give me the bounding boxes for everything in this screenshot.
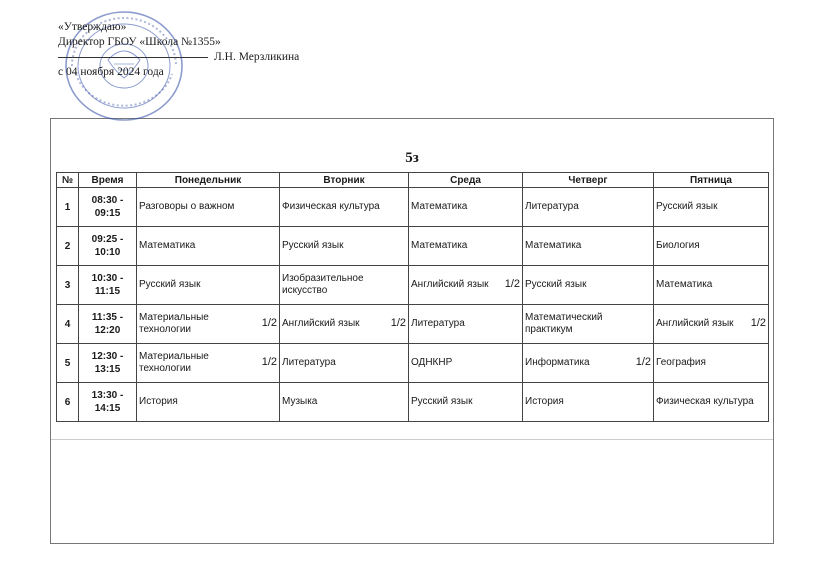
approval-title: «Утверждаю» [58,21,127,33]
table-row [57,383,769,422]
table-row [57,188,769,227]
subject-name: Русский язык [656,201,718,212]
subject-wrapper [656,279,766,291]
approval-position: Директор ГБОУ «Школа №1355» [58,36,221,48]
group-split-fraction: 1/2 [504,277,520,290]
subject-name: Литература [525,201,579,212]
subject-name: Русский язык [282,240,344,251]
lesson-cell [137,344,280,383]
group-split-fraction: 1/2 [261,355,277,368]
subject-wrapper [656,240,766,252]
subject-wrapper [656,201,766,213]
lesson-cell [654,188,769,227]
subject-wrapper [411,279,520,291]
lesson-cell [280,227,409,266]
subject-name: Изобразительное искусство [282,273,364,296]
column-header: Понедельник [137,173,280,188]
subject-wrapper [525,396,651,408]
subject-wrapper [139,279,277,291]
lesson-cell [280,188,409,227]
subject-wrapper [139,240,277,252]
subject-wrapper [525,240,651,252]
subject-wrapper [139,201,277,213]
subject-wrapper [411,396,520,408]
subject-wrapper [525,201,651,213]
lesson-cell [137,227,280,266]
lesson-cell [137,266,280,305]
subject-wrapper [282,357,406,369]
subject-wrapper [139,396,277,408]
lesson-cell [280,266,409,305]
lesson-number: 2 [57,227,79,266]
subject-name: Литература [282,357,336,368]
frame-divider [51,439,773,440]
lesson-number: 4 [57,305,79,344]
subject-name: Математика [656,279,713,290]
subject-name: Русский язык [525,279,587,290]
lesson-number: 5 [57,344,79,383]
subject-wrapper [139,312,277,336]
lesson-cell [523,305,654,344]
lesson-cell [280,383,409,422]
subject-name: Биология [656,240,700,251]
lesson-time: 11:35 - 12:20 [79,305,137,344]
lesson-cell [280,305,409,344]
subject-name: История [139,396,178,407]
lesson-number: 3 [57,266,79,305]
lesson-cell [654,227,769,266]
group-split-fraction: 1/2 [261,316,277,329]
lesson-cell [409,344,523,383]
subject-wrapper [282,240,406,252]
subject-name: Английский язык [411,279,489,290]
lesson-cell [409,227,523,266]
subject-name: Английский язык [282,318,360,329]
subject-wrapper [656,396,766,408]
subject-name: География [656,357,706,368]
column-header: Среда [409,173,523,188]
column-header: Вторник [280,173,409,188]
signature-underline [58,57,208,58]
class-title: 5з [405,150,419,166]
subject-wrapper [656,357,766,369]
approval-date: с 04 ноября 2024 года [58,66,164,78]
table-body [57,188,769,422]
lesson-cell [409,383,523,422]
subject-wrapper [282,318,406,330]
subject-name: Материальные технологии [139,351,209,374]
group-split-fraction: 1/2 [750,316,766,329]
subject-name: Русский язык [139,279,201,290]
subject-name: ОДНКНР [411,357,453,368]
lesson-number: 1 [57,188,79,227]
subject-wrapper [139,351,277,375]
subject-name: Английский язык [656,318,734,329]
lesson-time: 09:25 - 10:10 [79,227,137,266]
column-header: Четверг [523,173,654,188]
table-row [57,227,769,266]
subject-wrapper [525,312,651,336]
lesson-cell [137,188,280,227]
lesson-cell [523,227,654,266]
subject-name: Математический практикум [525,312,603,335]
lesson-time: 08:30 - 09:15 [79,188,137,227]
table-row [57,266,769,305]
lesson-time: 12:30 - 13:15 [79,344,137,383]
group-split-fraction: 1/2 [635,355,651,368]
subject-name: История [525,396,564,407]
column-header: Время [79,173,137,188]
approval-signature-line [58,50,299,65]
lesson-cell [523,266,654,305]
group-split-fraction: 1/2 [390,316,406,329]
subject-name: Физическая культура [282,201,380,212]
lesson-cell [409,266,523,305]
lesson-number: 6 [57,383,79,422]
lesson-time: 13:30 - 14:15 [79,383,137,422]
table-row [57,305,769,344]
lesson-cell [523,188,654,227]
lesson-cell [409,188,523,227]
subject-name: Разговоры о важном [139,201,235,212]
lesson-cell [654,305,769,344]
lesson-cell [523,383,654,422]
subject-wrapper [411,318,520,330]
lesson-cell [523,344,654,383]
table-row [57,344,769,383]
lesson-cell [654,344,769,383]
column-header: № [57,173,79,188]
subject-wrapper [282,273,406,297]
subject-wrapper [411,240,520,252]
subject-wrapper [525,357,651,369]
lesson-cell [137,305,280,344]
subject-wrapper [282,396,406,408]
subject-name: Математика [139,240,196,251]
approval-director-name: Л.Н. Мерзликина [214,51,300,63]
table-header-row [57,173,769,188]
subject-wrapper [411,357,520,369]
subject-name: Математика [525,240,582,251]
subject-name: Математика [411,201,468,212]
lesson-cell [654,266,769,305]
subject-wrapper [525,279,651,291]
subject-name: Материальные технологии [139,312,209,335]
subject-name: Информатика [525,357,590,368]
subject-name: Музыка [282,396,318,407]
lesson-cell [137,383,280,422]
column-header: Пятница [654,173,769,188]
schedule-table [56,172,769,422]
lesson-cell [409,305,523,344]
approval-block [58,20,299,80]
subject-wrapper [282,201,406,213]
subject-name: Физическая культура [656,396,754,407]
subject-name: Литература [411,318,465,329]
subject-wrapper [656,318,766,330]
lesson-cell [280,344,409,383]
lesson-cell [654,383,769,422]
subject-wrapper [411,201,520,213]
lesson-time: 10:30 - 11:15 [79,266,137,305]
subject-name: Математика [411,240,468,251]
subject-name: Русский язык [411,396,473,407]
